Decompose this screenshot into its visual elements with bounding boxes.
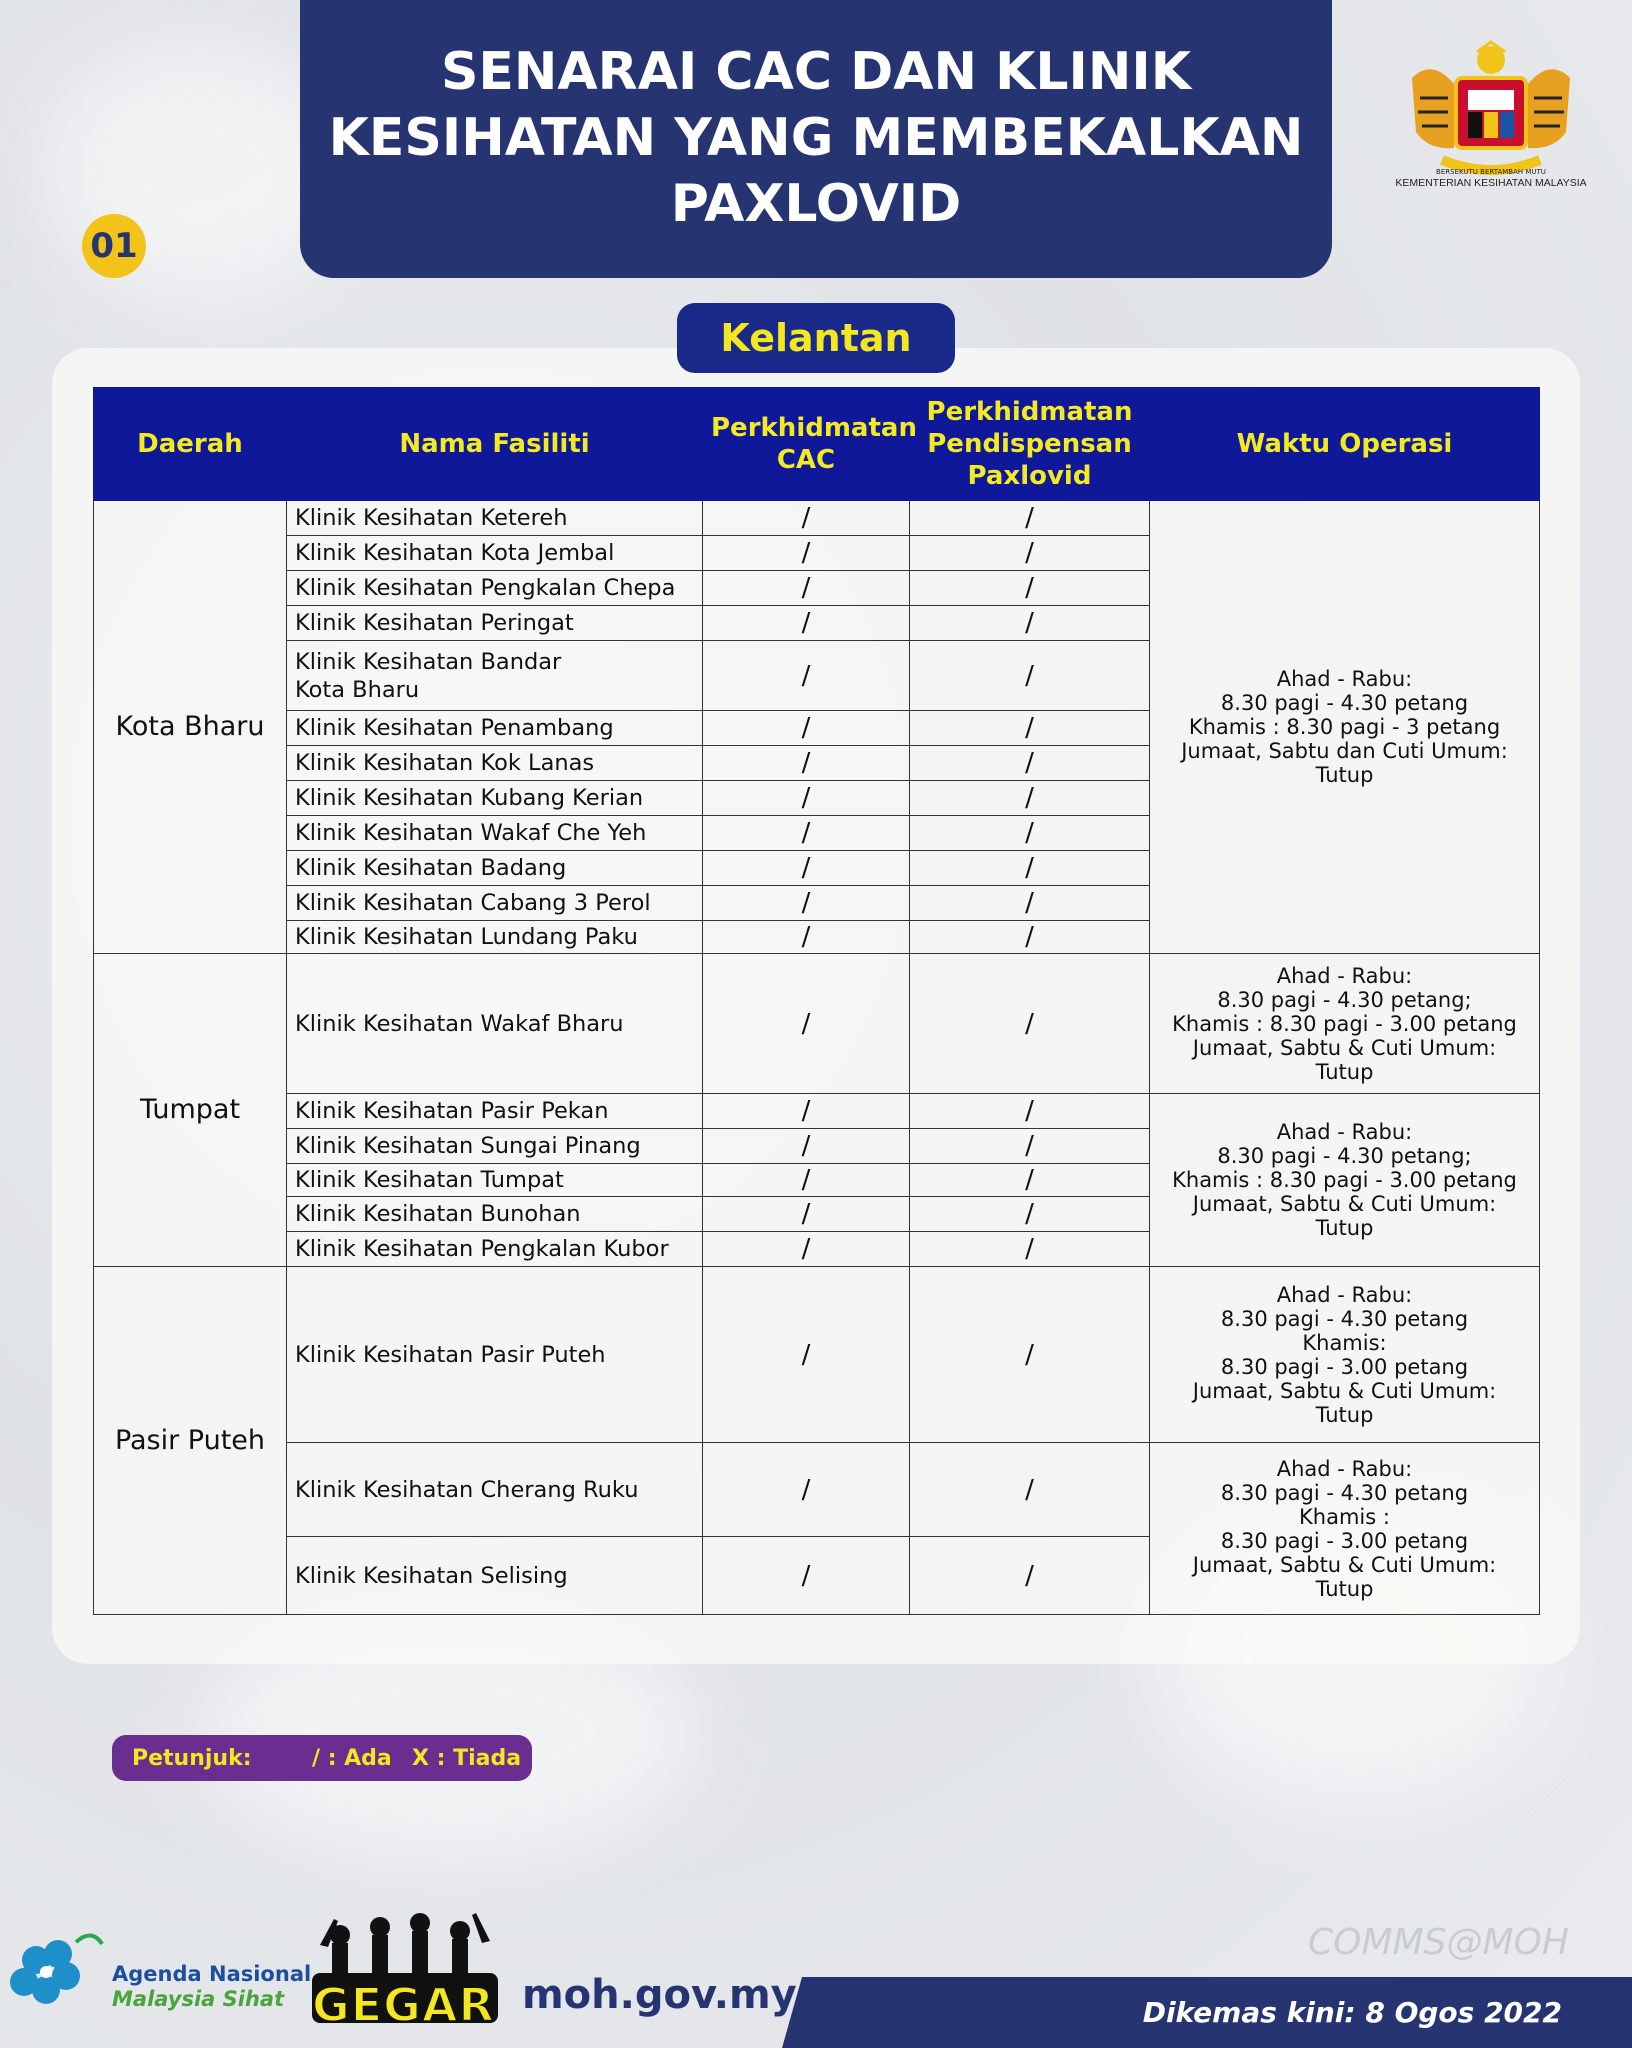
header-district: Daerah xyxy=(94,388,287,501)
legend-yes: / : Ada xyxy=(312,1745,392,1771)
district-cell: Tumpat xyxy=(94,954,287,1267)
header-hours: Waktu Operasi xyxy=(1150,388,1540,501)
paxlovid-mark: / xyxy=(910,1197,1150,1232)
paxlovid-mark: / xyxy=(910,711,1150,746)
agenda-line-1: Agenda Nasional xyxy=(112,1962,312,1986)
cac-mark: / xyxy=(703,1443,910,1537)
state-tab: Kelantan xyxy=(677,303,955,373)
paxlovid-mark: / xyxy=(910,536,1150,571)
cac-mark: / xyxy=(703,1267,910,1443)
header-facility: Nama Fasiliti xyxy=(287,388,703,501)
comms-watermark: COMMS@MOH xyxy=(1308,1922,1569,1963)
paxlovid-mark: / xyxy=(910,886,1150,921)
hours-cell: Ahad - Rabu: 8.30 pagi - 4.30 petang Khamis: 8.30 pagi - 3.00 petang Jumaat, Sabtu & Cuti Umum: Tutup xyxy=(1150,1267,1540,1443)
facility-name: Klinik Kesihatan Kok Lanas xyxy=(287,746,703,781)
paxlovid-mark: / xyxy=(910,606,1150,641)
facility-name: Klinik Kesihatan Tumpat xyxy=(287,1164,703,1197)
cac-mark: / xyxy=(703,1129,910,1164)
facility-name: Klinik Kesihatan Cabang 3 Perol xyxy=(287,886,703,921)
facility-name: Klinik Kesihatan Badang xyxy=(287,851,703,886)
title-line-2: KESIHATAN YANG MEMBEKALKAN xyxy=(328,108,1304,168)
agenda-line-2: Malaysia Sihat xyxy=(112,1987,285,2011)
paxlovid-mark: / xyxy=(910,746,1150,781)
updated-date: Dikemas kini: 8 Ogos 2022 xyxy=(1142,1996,1562,2029)
paxlovid-mark: / xyxy=(910,641,1150,711)
hours-cell: Ahad - Rabu: 8.30 pagi - 4.30 petang Khamis : 8.30 pagi - 3 petang Jumaat, Sabtu dan Cuti Umum: Tutup xyxy=(1150,501,1540,954)
facility-name: Klinik Kesihatan Penambang xyxy=(287,711,703,746)
facility-name: Klinik Kesihatan Selising xyxy=(287,1537,703,1615)
cac-mark: / xyxy=(703,851,910,886)
table-row xyxy=(94,1443,1540,1537)
title-line-1: SENARAI CAC DAN KLINIK xyxy=(440,42,1192,102)
facility-name: Klinik Kesihatan Sungai Pinang xyxy=(287,1129,703,1164)
cac-mark: / xyxy=(703,641,910,711)
hours-cell: Ahad - Rabu: 8.30 pagi - 4.30 petang Khamis : 8.30 pagi - 3.00 petang Jumaat, Sabtu & Cuti Umum: Tutup xyxy=(1150,1443,1540,1615)
table-row xyxy=(94,1267,1540,1443)
paxlovid-mark: / xyxy=(910,816,1150,851)
gegar-word: GEGAR xyxy=(312,1978,495,2032)
table-row xyxy=(94,1094,1540,1129)
paxlovid-mark: / xyxy=(910,1267,1150,1443)
paxlovid-mark: / xyxy=(910,571,1150,606)
cac-mark: / xyxy=(703,816,910,851)
facility-name: Klinik Kesihatan Pengkalan Kubor xyxy=(287,1232,703,1267)
title-line-3: PAXLOVID xyxy=(670,174,962,234)
facility-name: Klinik Kesihatan Kota Jembal xyxy=(287,536,703,571)
page-title xyxy=(300,0,1332,278)
cac-mark: / xyxy=(703,606,910,641)
header-paxlovid: Perkhidmatan Pendispensan Paxlovid xyxy=(910,388,1150,501)
cac-mark: / xyxy=(703,886,910,921)
ministry-label: KEMENTERIAN KESIHATAN MALAYSIA xyxy=(1395,177,1587,189)
page-number-badge: 01 xyxy=(82,214,146,278)
facility-name: Klinik Kesihatan Lundang Paku xyxy=(287,921,703,954)
paxlovid-mark: / xyxy=(910,1443,1150,1537)
facility-name: Klinik Kesihatan Bunohan xyxy=(287,1197,703,1232)
cac-mark: / xyxy=(703,711,910,746)
facility-name: Klinik Kesihatan Ketereh xyxy=(287,501,703,536)
legend-bar xyxy=(112,1735,532,1781)
cac-mark: / xyxy=(703,921,910,954)
facility-name: Klinik Kesihatan Pengkalan Chepa xyxy=(287,571,703,606)
paxlovid-mark: / xyxy=(910,921,1150,954)
cac-mark: / xyxy=(703,781,910,816)
table-row xyxy=(94,501,1540,536)
cac-mark: / xyxy=(703,1537,910,1615)
facility-name: Klinik Kesihatan Kubang Kerian xyxy=(287,781,703,816)
facility-name: Klinik Kesihatan Cherang Ruku xyxy=(287,1443,703,1537)
cac-mark: / xyxy=(703,1164,910,1197)
facility-name: Klinik Kesihatan Wakaf Che Yeh xyxy=(287,816,703,851)
facility-table xyxy=(93,387,1540,1615)
district-cell: Kota Bharu xyxy=(94,501,287,954)
cac-mark: / xyxy=(703,1094,910,1129)
legend-no: X : Tiada xyxy=(412,1745,522,1771)
cac-mark: / xyxy=(703,571,910,606)
paxlovid-mark: / xyxy=(910,851,1150,886)
paxlovid-mark: / xyxy=(910,781,1150,816)
paxlovid-mark: / xyxy=(910,501,1150,536)
paxlovid-mark: / xyxy=(910,1537,1150,1615)
cac-mark: / xyxy=(703,746,910,781)
malaysia-coat-of-arms-icon xyxy=(1402,38,1580,188)
svg-text:BERSEKUTU BERTAMBAH MUTU: BERSEKUTU BERTAMBAH MUTU xyxy=(1436,168,1546,176)
cac-mark: / xyxy=(703,954,910,1094)
facility-name: Klinik Kesihatan Pasir Pekan xyxy=(287,1094,703,1129)
paxlovid-mark: / xyxy=(910,1129,1150,1164)
facility-name: Klinik Kesihatan Peringat xyxy=(287,606,703,641)
website-link[interactable]: moh.gov.my xyxy=(522,1972,797,2018)
paxlovid-mark: / xyxy=(910,1164,1150,1197)
header-cac: Perkhidmatan CAC xyxy=(703,388,910,501)
hours-cell: Ahad - Rabu: 8.30 pagi - 4.30 petang; Khamis : 8.30 pagi - 3.00 petang Jumaat, Sabtu & Cuti Umum: Tutup xyxy=(1150,954,1540,1094)
legend-label: Petunjuk: xyxy=(132,1745,252,1771)
cac-mark: / xyxy=(703,1232,910,1267)
paxlovid-mark: / xyxy=(910,1232,1150,1267)
cac-mark: / xyxy=(703,536,910,571)
facility-name: Klinik Kesihatan Bandar Kota Bharu xyxy=(287,641,703,711)
facility-name: Klinik Kesihatan Wakaf Bharu xyxy=(287,954,703,1094)
hours-cell: Ahad - Rabu: 8.30 pagi - 4.30 petang; Khamis : 8.30 pagi - 3.00 petang Jumaat, Sabtu & Cuti Umum: Tutup xyxy=(1150,1094,1540,1267)
paxlovid-mark: / xyxy=(910,1094,1150,1129)
cac-mark: / xyxy=(703,1197,910,1232)
paxlovid-mark: / xyxy=(910,954,1150,1094)
facility-name: Klinik Kesihatan Pasir Puteh xyxy=(287,1267,703,1443)
cac-mark: / xyxy=(703,501,910,536)
district-cell: Pasir Puteh xyxy=(94,1267,287,1615)
table-row xyxy=(94,954,1540,1094)
